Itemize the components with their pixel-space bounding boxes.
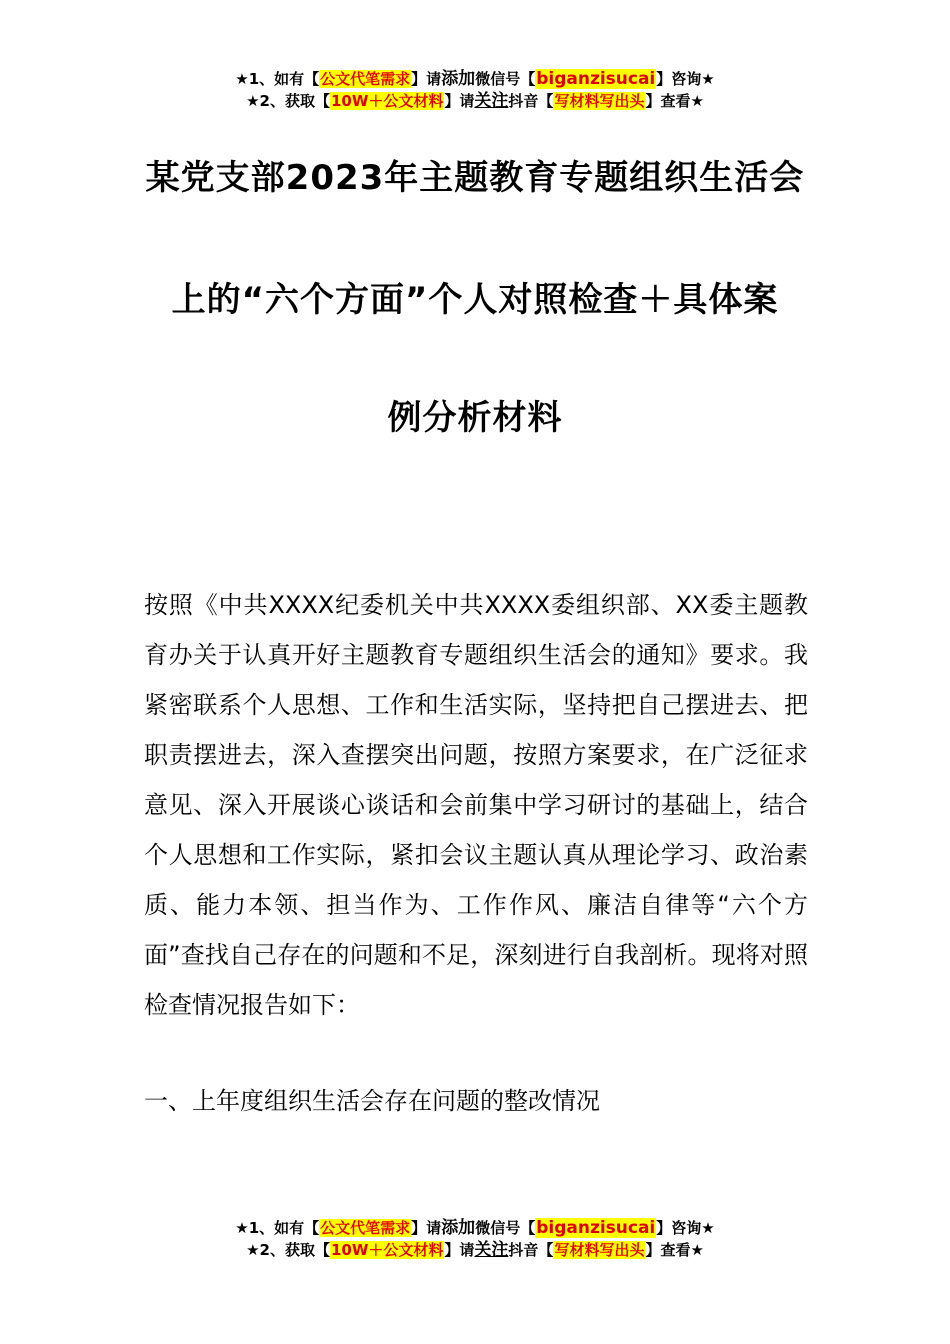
promo-text: 微信号【	[475, 70, 536, 88]
promo-emphasis: 关注	[474, 1240, 509, 1260]
footer-promo-banner	[0, 1217, 950, 1261]
promo-text: 】请	[444, 92, 475, 110]
promo-line-1	[0, 68, 950, 90]
promo-highlight: 10W＋公文材料	[330, 1241, 444, 1259]
promo-text: ★2、获取【	[246, 1241, 330, 1259]
promo-highlight: 写材料写出头	[554, 1241, 645, 1259]
promo-text: ★2、获取【	[246, 92, 330, 110]
promo-highlight: 公文代笔需求	[320, 70, 411, 88]
section-heading-1: 一、上年度组织生活会存在问题的整改情况	[144, 1087, 600, 1115]
promo-text: 】请	[411, 70, 442, 88]
promo-text: ★1、如有【	[235, 1219, 320, 1237]
promo-text: 】咨询★	[656, 70, 715, 88]
promo-text: 】请	[411, 1219, 442, 1237]
promo-text: 抖音【	[508, 92, 554, 110]
document-title-line-3: 例分析材料	[387, 398, 563, 438]
document-title-line-1: 某党支部2023年主题教育专题组织生活会	[145, 158, 805, 198]
intro-paragraph: 按照《中共XXXX纪委机关中共XXXX委组织部、XX委主题教育办关于认真开好主题教育专题组织生活会的通知》要求。我紧密联系个人思想、工作和生活实际，坚持把自己摆进去、把职责摆进去，深入查摆突出问题，按照方案要求，在广泛征求意见、深入开展谈心谈话和会前集中学习研讨的基础上，结合个人思想和工作实际，紧扣会议主题认真从理论学习、政治素质、能力本领、担当作为、工作作风、廉洁自律等“六个方面”查找自己存在的问题和不足，深刻进行自我剖析。现将对照检查情况报告如下：	[144, 591, 808, 1019]
promo-line-2	[0, 1239, 950, 1261]
promo-emphasis: 关注	[474, 91, 509, 111]
promo-text: 】咨询★	[656, 1219, 715, 1237]
promo-text: 】查看★	[645, 1241, 704, 1259]
promo-line-2	[0, 90, 950, 112]
promo-emphasis: 添加	[441, 1218, 476, 1238]
promo-highlight: 公文代笔需求	[320, 1219, 411, 1237]
promo-wechat-id: biganzisucai	[536, 1218, 656, 1238]
promo-highlight: 10W＋公文材料	[330, 92, 444, 110]
promo-text: ★1、如有【	[235, 70, 320, 88]
promo-text: 】查看★	[645, 92, 704, 110]
promo-wechat-id: biganzisucai	[536, 69, 656, 89]
document-title-line-2: 上的“六个方面”个人对照检查＋具体案	[171, 280, 779, 320]
promo-text: 】请	[444, 1241, 475, 1259]
promo-text: 微信号【	[475, 1219, 536, 1237]
promo-text: 抖音【	[508, 1241, 554, 1259]
promo-highlight: 写材料写出头	[554, 92, 645, 110]
promo-emphasis: 添加	[441, 69, 476, 89]
header-promo-banner	[0, 68, 950, 112]
promo-line-1	[0, 1217, 950, 1239]
